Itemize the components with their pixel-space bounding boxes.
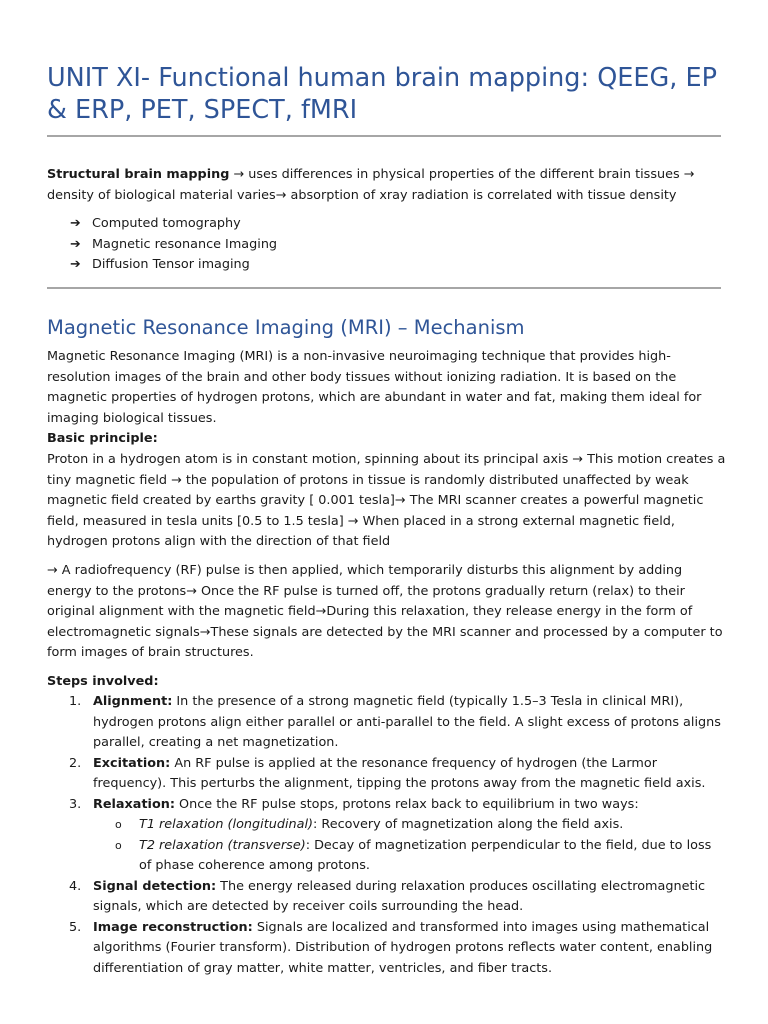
list-item: o T1 relaxation (longitudinal): Recovery of magnetization along the field axis. xyxy=(93,815,727,836)
list-item: ➔ Magnetic resonance Imaging xyxy=(70,235,277,256)
list-item: o T2 relaxation (transverse): Decay of magnetization perpendicular to the field, due to loss of phase coherence among protons. xyxy=(115,837,712,873)
structural-paragraph xyxy=(47,165,727,206)
list-item: 3. Relaxation: Once the RF pulse stops, protons relax back to equilibrium in two ways: o T1 relaxation (longitudinal): Recovery of magnetization along the field axis. o T2 relaxation (transverse): Decay of magnetization perpendicular to the field, due to loss of phase coherence among protons. xyxy=(47,795,727,877)
structural-term: Structural brain mapping xyxy=(47,167,230,182)
relaxation-sublist xyxy=(93,815,727,877)
rf-pulse-paragraph: → A radiofrequency (RF) pulse is then applied, which temporarily disturbs this alignment by adding energy to the protons→ Once the RF pulse is turned off, the protons gradually return (relax) to their original alignment with the magnetic field→During this relaxation, they release energy in the form of electromagnetic signals→These signals are detected by the MRI scanner and processed by a computer to form images of brain structures. xyxy=(47,563,723,660)
structural-text: uses differences in physical properties of the different brain tissues → density of biological material varies→ absorption of xray radiation is correlated with tissue density xyxy=(47,167,695,203)
circle-bullet-icon: o xyxy=(115,838,122,852)
circle-bullet-icon: o xyxy=(115,818,122,831)
list-item: 4. Signal detection: The energy released during relaxation produces oscillating electromagnetic signals, which are detected by receiver coils surrounding the head. xyxy=(69,878,706,914)
list-item: ➔ Computed tomography xyxy=(70,214,277,235)
steps-label: Steps involved: xyxy=(47,674,159,689)
arrow-bullet-icon: ➔ xyxy=(70,236,81,252)
list-item: 1. Alignment: In the presence of a strong magnetic field (typically 1.5–3 Tesla in clinical MRI), hydrogen protons align either parallel or anti-parallel to the field. A slight excess of protons aligns parallel, creating a net magnetization. xyxy=(69,694,721,750)
steps-list xyxy=(47,692,727,979)
structural-methods-list xyxy=(70,214,277,276)
basic-principle-text: Proton in a hydrogen atom is in constant motion, spinning about its principal axis → This motion creates a tiny magnetic field → the population of protons in tissue is randomly distributed unaffected by weak magnetic field created by earths gravity [ 0.001 tesla]→ The MRI scanner creates a powerful magnetic field, measured in tesla units [0.5 to 1.5 tesla] → When placed in a strong external magnetic field, hydrogen protons align with the direction of that field xyxy=(47,452,726,549)
arrow-bullet-icon: ➔ xyxy=(70,257,81,272)
page-title: UNIT XI- Functional human brain mapping: QEEG, EP & ERP, PET, SPECT, fMRI xyxy=(47,63,717,125)
list-item: 2. Excitation: An RF pulse is applied at the resonance frequency of hydrogen (the Larmor frequency). This perturbs the alignment, tipping the protons away from the magnetic field axis. xyxy=(69,755,706,791)
arrow-bullet-icon: ➔ xyxy=(70,216,81,231)
list-item: 5. Image reconstruction: Signals are localized and transformed into images using mathematical algorithms (Fourier transform). Distribution of hydrogen protons reflects water content, enabling differentiation of gray matter, white matter, ventricles, and fiber tracts. xyxy=(69,919,713,976)
structural-arrow-icon: → xyxy=(229,167,249,182)
mri-intro: Magnetic Resonance Imaging (MRI) is a non-invasive neuroimaging technique that provides high-resolution images of the brain and other body tissues without ionizing radiation. It is based on the magnetic properties of hydrogen protons, which are abundant in water and fat, making them ideal for imaging biological tissues. xyxy=(47,349,702,426)
list-item: ➔ Diffusion Tensor imaging xyxy=(70,255,277,276)
section-divider xyxy=(47,287,721,289)
basic-principle-label: Basic principle: xyxy=(47,431,158,446)
title-divider xyxy=(47,135,721,137)
mri-heading: Magnetic Resonance Imaging (MRI) – Mechanism xyxy=(47,316,525,339)
